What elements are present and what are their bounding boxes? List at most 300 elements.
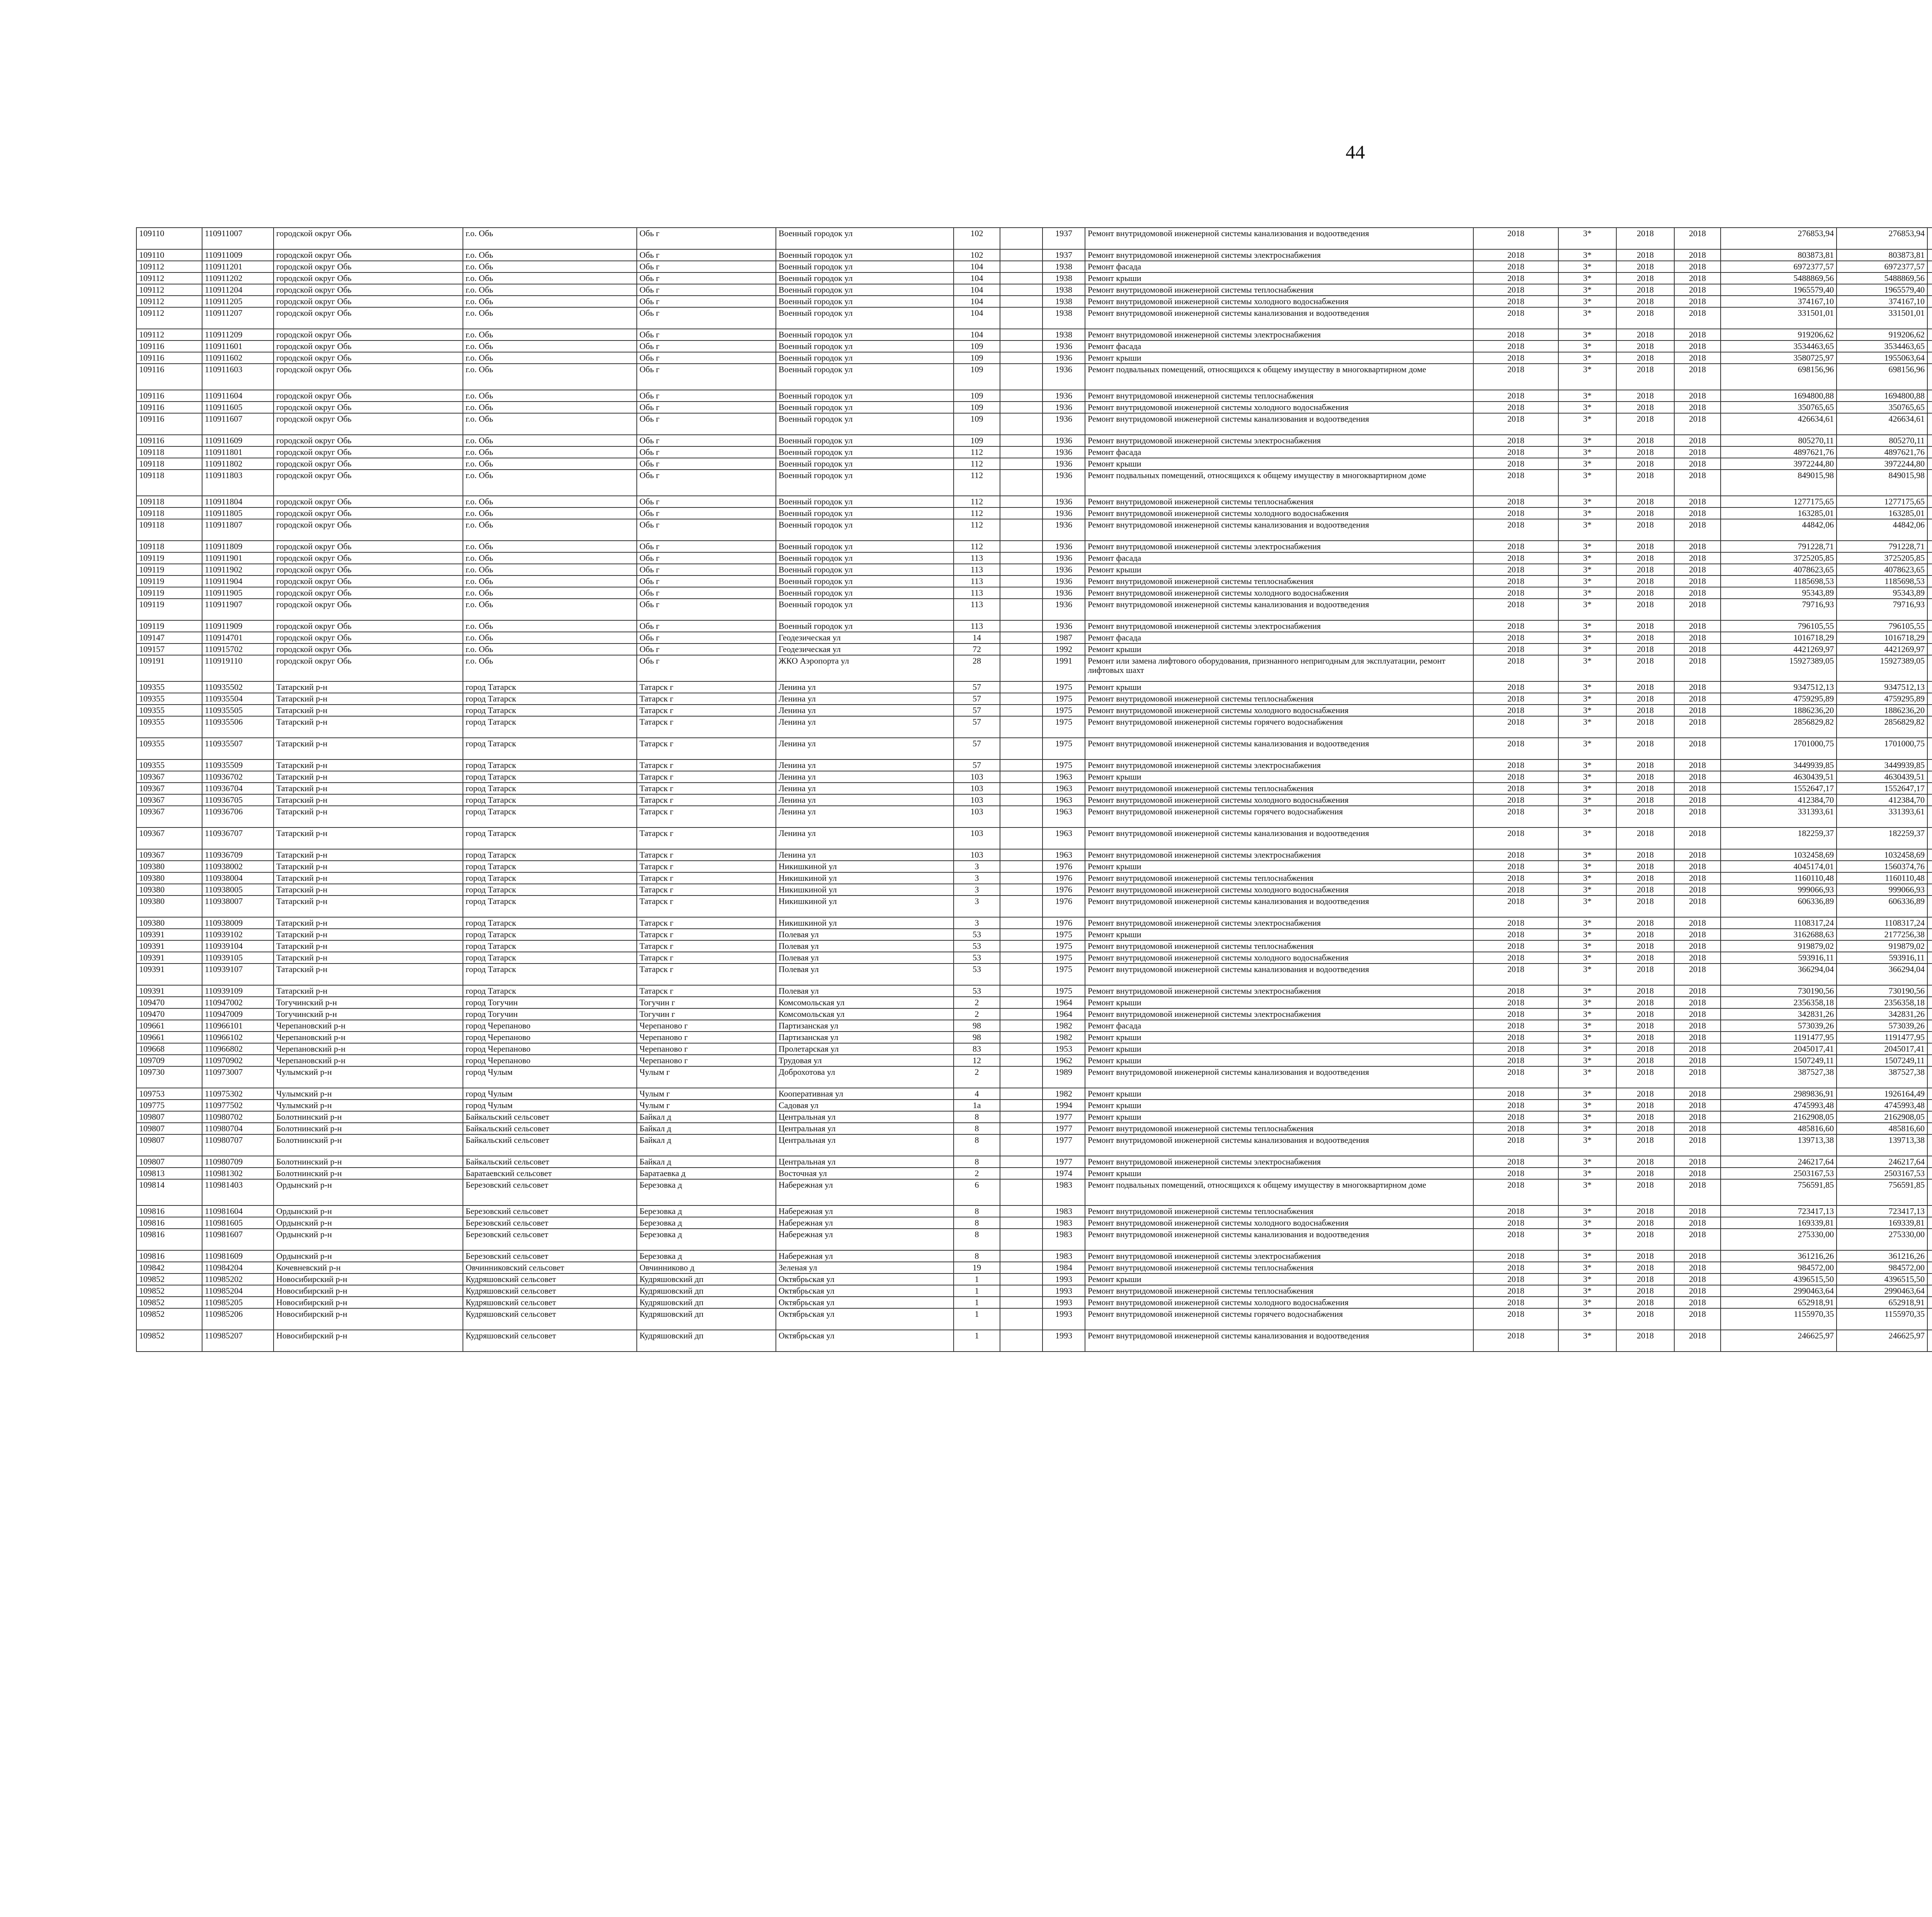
cell-settlement: Татарск г [637, 952, 776, 964]
cell-work-type: Ремонт внутридомовой инженерной системы теплоснабжения [1085, 872, 1473, 884]
cell-house-number: 53 [954, 952, 1000, 964]
cell-building [1000, 849, 1043, 861]
cell-end-year: 2018 [1674, 759, 1721, 771]
cell-settlement: Обь г [637, 364, 776, 390]
cell-building [1000, 307, 1043, 329]
cell-house-number: 12 [954, 1055, 1000, 1066]
cell-construction-year: 1994 [1043, 1100, 1085, 1111]
cell-start-year: 2018 [1616, 507, 1674, 519]
cell-municipal-district: Татарский р-н [274, 872, 463, 884]
cell-settlement: Татарск г [637, 716, 776, 738]
cell-house-number: 53 [954, 940, 1000, 952]
cell-work-id: 110911801 [202, 446, 274, 458]
cell-planned-year: 2018 [1473, 435, 1558, 446]
table-row [136, 964, 1932, 985]
cell-work-id: 110911905 [202, 587, 274, 599]
cell-building [1000, 1229, 1043, 1250]
cell-category: 3* [1558, 329, 1616, 340]
cell-building [1000, 435, 1043, 446]
cell-planned-year: 2018 [1473, 1250, 1558, 1262]
cell-settlement: Обь г [637, 228, 776, 249]
cell-fund-cost: 95343,89 [1837, 587, 1927, 599]
cell-street: Ленина ул [776, 783, 954, 794]
cell-work-id: 110911803 [202, 470, 274, 496]
table-row [136, 364, 1932, 390]
cell-house-number: 104 [954, 284, 1000, 296]
cell-municipality: Байкальский сельсовет [463, 1134, 637, 1156]
cell-street: Набережная ул [776, 1205, 954, 1217]
table-row [136, 940, 1932, 952]
cell-settlement: Чулым г [637, 1066, 776, 1088]
cell-end-year: 2018 [1674, 564, 1721, 575]
cell-planned-year: 2018 [1473, 952, 1558, 964]
cell-start-year: 2018 [1616, 1168, 1674, 1179]
cell-planned-year: 2018 [1473, 849, 1558, 861]
cell-extra-cost-1 [1927, 759, 1932, 771]
cell-settlement: Байкал д [637, 1156, 776, 1168]
cell-fund-cost: 169339,81 [1837, 1217, 1927, 1229]
cell-end-year: 2018 [1674, 1134, 1721, 1156]
cell-planned-year: 2018 [1473, 1066, 1558, 1088]
cell-start-year: 2018 [1616, 496, 1674, 507]
cell-work-id: 110985202 [202, 1273, 274, 1285]
cell-planned-year: 2018 [1473, 827, 1558, 849]
table-row [136, 783, 1932, 794]
table-row [136, 827, 1932, 849]
cell-settlement: Обь г [637, 261, 776, 272]
cell-start-year: 2018 [1616, 261, 1674, 272]
cell-building [1000, 1262, 1043, 1273]
cell-end-year: 2018 [1674, 929, 1721, 940]
table-row [136, 917, 1932, 929]
cell-construction-year: 1936 [1043, 519, 1085, 541]
cell-building [1000, 896, 1043, 917]
cell-work-id: 110911207 [202, 307, 274, 329]
cell-settlement: Татарск г [637, 861, 776, 872]
cell-municipality: г.о. Обь [463, 519, 637, 541]
cell-construction-year: 1989 [1043, 1066, 1085, 1088]
cell-municipality: г.о. Обь [463, 458, 637, 470]
cell-fund-cost: 275330,00 [1837, 1229, 1927, 1250]
cell-work-id: 110935502 [202, 681, 274, 693]
cell-fund-cost: 1108317,24 [1837, 917, 1927, 929]
cell-total-cost: 4630439,51 [1721, 771, 1837, 783]
cell-record-id: 109661 [136, 1032, 202, 1043]
cell-planned-year: 2018 [1473, 771, 1558, 783]
cell-street: Полевая ул [776, 985, 954, 997]
cell-fund-cost: 1886236,20 [1837, 705, 1927, 716]
cell-start-year: 2018 [1616, 228, 1674, 249]
cell-municipality: г.о. Обь [463, 470, 637, 496]
cell-fund-cost: 4396515,50 [1837, 1273, 1927, 1285]
cell-building [1000, 496, 1043, 507]
cell-extra-cost-1 [1927, 470, 1932, 496]
cell-total-cost: 730190,56 [1721, 985, 1837, 997]
cell-house-number: 8 [954, 1123, 1000, 1134]
cell-extra-cost-1 [1927, 952, 1932, 964]
cell-fund-cost: 15927389,05 [1837, 655, 1927, 681]
cell-end-year: 2018 [1674, 435, 1721, 446]
cell-total-cost: 1108317,24 [1721, 917, 1837, 929]
cell-category: 3* [1558, 655, 1616, 681]
cell-building [1000, 806, 1043, 827]
cell-municipal-district: городской округ Обь [274, 296, 463, 307]
cell-start-year: 2018 [1616, 783, 1674, 794]
cell-planned-year: 2018 [1473, 261, 1558, 272]
cell-fund-cost: 1277175,65 [1837, 496, 1927, 507]
cell-building [1000, 261, 1043, 272]
cell-extra-cost-1 [1927, 1273, 1932, 1285]
cell-planned-year: 2018 [1473, 1088, 1558, 1100]
cell-record-id: 109355 [136, 716, 202, 738]
cell-category: 3* [1558, 716, 1616, 738]
cell-work-id: 110939105 [202, 952, 274, 964]
cell-category: 3* [1558, 1088, 1616, 1100]
cell-building [1000, 705, 1043, 716]
cell-house-number: 102 [954, 228, 1000, 249]
cell-street: Кооперативная ул [776, 1088, 954, 1100]
cell-work-id: 110911804 [202, 496, 274, 507]
cell-category: 3* [1558, 1262, 1616, 1273]
cell-record-id: 109380 [136, 896, 202, 917]
table-row [136, 249, 1932, 261]
cell-settlement: Обь г [637, 655, 776, 681]
cell-municipal-district: Татарский р-н [274, 716, 463, 738]
table-row [136, 1179, 1932, 1205]
cell-total-cost: 246217,64 [1721, 1156, 1837, 1168]
cell-fund-cost: 366294,04 [1837, 964, 1927, 985]
cell-building [1000, 783, 1043, 794]
cell-building [1000, 655, 1043, 681]
cell-municipal-district: Татарский р-н [274, 884, 463, 896]
cell-house-number: 98 [954, 1032, 1000, 1043]
cell-record-id: 109116 [136, 352, 202, 364]
cell-construction-year: 1975 [1043, 952, 1085, 964]
cell-street: Военный городок ул [776, 272, 954, 284]
cell-work-id: 110981607 [202, 1229, 274, 1250]
cell-settlement: Березовка д [637, 1205, 776, 1217]
cell-extra-cost-1 [1927, 917, 1932, 929]
cell-work-type: Ремонт крыши [1085, 1055, 1473, 1066]
cell-house-number: 14 [954, 632, 1000, 644]
cell-construction-year: 1993 [1043, 1297, 1085, 1308]
cell-building [1000, 872, 1043, 884]
cell-street: Военный городок ул [776, 552, 954, 564]
cell-work-id: 110911909 [202, 620, 274, 632]
cell-construction-year: 1936 [1043, 470, 1085, 496]
cell-category: 3* [1558, 1205, 1616, 1217]
cell-fund-cost: 3972244,80 [1837, 458, 1927, 470]
cell-planned-year: 2018 [1473, 413, 1558, 435]
cell-total-cost: 3534463,65 [1721, 340, 1837, 352]
cell-street: Зеленая ул [776, 1262, 954, 1273]
table-row [136, 1066, 1932, 1088]
table-row [136, 705, 1932, 716]
table-row [136, 541, 1932, 552]
cell-fund-cost: 698156,96 [1837, 364, 1927, 390]
cell-construction-year: 1938 [1043, 329, 1085, 340]
cell-fund-cost: 9347512,13 [1837, 681, 1927, 693]
cell-building [1000, 738, 1043, 759]
cell-planned-year: 2018 [1473, 964, 1558, 985]
cell-municipality: Березовский сельсовет [463, 1205, 637, 1217]
cell-total-cost: 246625,97 [1721, 1330, 1837, 1352]
cell-work-id: 110911904 [202, 575, 274, 587]
cell-start-year: 2018 [1616, 1008, 1674, 1020]
cell-work-id: 110935509 [202, 759, 274, 771]
table-row [136, 1250, 1932, 1262]
cell-construction-year: 1963 [1043, 827, 1085, 849]
cell-total-cost: 698156,96 [1721, 364, 1837, 390]
table-row [136, 655, 1932, 681]
cell-total-cost: 3580725,97 [1721, 352, 1837, 364]
cell-fund-cost: 984572,00 [1837, 1262, 1927, 1273]
cell-fund-cost: 6972377,57 [1837, 261, 1927, 272]
cell-category: 3* [1558, 340, 1616, 352]
cell-extra-cost-1 [1927, 575, 1932, 587]
cell-category: 3* [1558, 1285, 1616, 1297]
cell-municipal-district: городской округ Обь [274, 496, 463, 507]
cell-extra-cost-1 [1927, 940, 1932, 952]
cell-municipal-district: Татарский р-н [274, 771, 463, 783]
cell-record-id: 109119 [136, 564, 202, 575]
cell-street: Полевая ул [776, 964, 954, 985]
cell-work-type: Ремонт фасада [1085, 446, 1473, 458]
cell-construction-year: 1993 [1043, 1285, 1085, 1297]
cell-end-year: 2018 [1674, 1262, 1721, 1273]
cell-total-cost: 5488869,56 [1721, 272, 1837, 284]
cell-settlement: Обь г [637, 575, 776, 587]
cell-municipal-district: Татарский р-н [274, 929, 463, 940]
cell-building [1000, 1111, 1043, 1123]
cell-work-type: Ремонт внутридомовой инженерной системы холодного водоснабжения [1085, 705, 1473, 716]
cell-extra-cost-1 [1927, 228, 1932, 249]
cell-street: Набережная ул [776, 1179, 954, 1205]
cell-work-type: Ремонт внутридомовой инженерной системы электроснабжения [1085, 1250, 1473, 1262]
cell-municipality: Кудряшовский сельсовет [463, 1285, 637, 1297]
cell-municipality: г.о. Обь [463, 296, 637, 307]
cell-municipal-district: городской округ Обь [274, 541, 463, 552]
table-row [136, 1055, 1932, 1066]
cell-construction-year: 1976 [1043, 872, 1085, 884]
cell-municipal-district: городской округ Обь [274, 552, 463, 564]
table-row [136, 552, 1932, 564]
cell-settlement: Татарск г [637, 759, 776, 771]
cell-planned-year: 2018 [1473, 985, 1558, 997]
cell-extra-cost-1 [1927, 272, 1932, 284]
cell-start-year: 2018 [1616, 964, 1674, 985]
cell-municipality: город Татарск [463, 806, 637, 827]
cell-work-type: Ремонт подвальных помещений, относящихся к общему имуществу в многоквартирном доме [1085, 364, 1473, 390]
cell-start-year: 2018 [1616, 470, 1674, 496]
cell-extra-cost-1 [1927, 1179, 1932, 1205]
cell-work-type: Ремонт крыши [1085, 352, 1473, 364]
cell-total-cost: 4897621,76 [1721, 446, 1837, 458]
cell-municipality: город Татарск [463, 917, 637, 929]
cell-settlement: Кудряшовский дп [637, 1308, 776, 1330]
cell-street: Военный городок ул [776, 587, 954, 599]
cell-building [1000, 1066, 1043, 1088]
table-row [136, 1229, 1932, 1250]
cell-municipality: город Татарск [463, 849, 637, 861]
cell-building [1000, 446, 1043, 458]
table-row [136, 1297, 1932, 1308]
cell-total-cost: 1191477,95 [1721, 1032, 1837, 1043]
cell-fund-cost: 2356358,18 [1837, 997, 1927, 1008]
cell-start-year: 2018 [1616, 1250, 1674, 1262]
cell-extra-cost-1 [1927, 1032, 1932, 1043]
cell-work-id: 110911901 [202, 552, 274, 564]
cell-planned-year: 2018 [1473, 705, 1558, 716]
cell-end-year: 2018 [1674, 249, 1721, 261]
cell-construction-year: 1987 [1043, 632, 1085, 644]
cell-start-year: 2018 [1616, 705, 1674, 716]
cell-settlement: Татарск г [637, 985, 776, 997]
cell-construction-year: 1983 [1043, 1250, 1085, 1262]
cell-municipality: г.о. Обь [463, 541, 637, 552]
cell-record-id: 109807 [136, 1156, 202, 1168]
cell-street: Доброхотова ул [776, 1066, 954, 1088]
cell-total-cost: 723417,13 [1721, 1205, 1837, 1217]
cell-record-id: 109119 [136, 599, 202, 620]
cell-start-year: 2018 [1616, 759, 1674, 771]
cell-municipal-district: городской округ Обь [274, 284, 463, 296]
cell-building [1000, 519, 1043, 541]
cell-house-number: 109 [954, 435, 1000, 446]
cell-start-year: 2018 [1616, 364, 1674, 390]
cell-settlement: Обь г [637, 446, 776, 458]
cell-municipal-district: городской округ Обь [274, 261, 463, 272]
cell-start-year: 2018 [1616, 1285, 1674, 1297]
cell-planned-year: 2018 [1473, 620, 1558, 632]
cell-municipal-district: Чулымский р-н [274, 1100, 463, 1111]
cell-municipality: Березовский сельсовет [463, 1179, 637, 1205]
cell-record-id: 109367 [136, 827, 202, 849]
cell-street: Ленина ул [776, 693, 954, 705]
table-row [136, 1100, 1932, 1111]
cell-settlement: Татарск г [637, 929, 776, 940]
cell-settlement: Татарск г [637, 771, 776, 783]
cell-work-type: Ремонт внутридомовой инженерной системы теплоснабжения [1085, 1285, 1473, 1297]
cell-start-year: 2018 [1616, 329, 1674, 340]
cell-work-type: Ремонт крыши [1085, 1043, 1473, 1055]
cell-work-id: 110966102 [202, 1032, 274, 1043]
cell-end-year: 2018 [1674, 1168, 1721, 1179]
cell-total-cost: 1701000,75 [1721, 738, 1837, 759]
cell-municipal-district: Татарский р-н [274, 705, 463, 716]
cell-building [1000, 1217, 1043, 1229]
cell-street: Никишкиной ул [776, 861, 954, 872]
cell-street: Военный городок ул [776, 599, 954, 620]
cell-house-number: 28 [954, 655, 1000, 681]
cell-end-year: 2018 [1674, 272, 1721, 284]
cell-extra-cost-1 [1927, 716, 1932, 738]
cell-work-type: Ремонт крыши [1085, 861, 1473, 872]
cell-category: 3* [1558, 1055, 1616, 1066]
cell-fund-cost: 1191477,95 [1837, 1032, 1927, 1043]
cell-construction-year: 1936 [1043, 541, 1085, 552]
cell-construction-year: 1936 [1043, 435, 1085, 446]
cell-total-cost: 791228,71 [1721, 541, 1837, 552]
cell-settlement: Татарск г [637, 794, 776, 806]
cell-fund-cost: 730190,56 [1837, 985, 1927, 997]
cell-settlement: Обь г [637, 272, 776, 284]
cell-record-id: 109816 [136, 1229, 202, 1250]
cell-start-year: 2018 [1616, 827, 1674, 849]
cell-total-cost: 4759295,89 [1721, 693, 1837, 705]
cell-street: Военный городок ул [776, 496, 954, 507]
cell-municipality: город Татарск [463, 681, 637, 693]
cell-municipal-district: городской округ Обь [274, 249, 463, 261]
cell-end-year: 2018 [1674, 940, 1721, 952]
cell-category: 3* [1558, 771, 1616, 783]
cell-extra-cost-1 [1927, 1229, 1932, 1250]
table-row [136, 413, 1932, 435]
cell-extra-cost-1 [1927, 738, 1932, 759]
cell-category: 3* [1558, 435, 1616, 446]
cell-start-year: 2018 [1616, 794, 1674, 806]
cell-end-year: 2018 [1674, 413, 1721, 435]
cell-municipality: г.о. Обь [463, 249, 637, 261]
cell-municipal-district: городской округ Обь [274, 519, 463, 541]
cell-municipal-district: Татарский р-н [274, 738, 463, 759]
cell-fund-cost: 4897621,76 [1837, 446, 1927, 458]
cell-extra-cost-1 [1927, 1205, 1932, 1217]
cell-extra-cost-1 [1927, 296, 1932, 307]
cell-municipal-district: Черепановский р-н [274, 1020, 463, 1032]
cell-construction-year: 1953 [1043, 1043, 1085, 1055]
cell-fund-cost: 805270,11 [1837, 435, 1927, 446]
cell-municipal-district: Татарский р-н [274, 964, 463, 985]
cell-building [1000, 402, 1043, 413]
cell-work-type: Ремонт внутридомовой инженерной системы холодного водоснабжения [1085, 1297, 1473, 1308]
cell-category: 3* [1558, 1179, 1616, 1205]
table-row [136, 1043, 1932, 1055]
cell-settlement: Кудряшовский дп [637, 1297, 776, 1308]
cell-street: Военный городок ул [776, 284, 954, 296]
cell-work-type: Ремонт внутридомовой инженерной системы холодного водоснабжения [1085, 587, 1473, 599]
cell-house-number: 103 [954, 827, 1000, 849]
cell-municipal-district: Татарский р-н [274, 896, 463, 917]
cell-total-cost: 3449939,85 [1721, 759, 1837, 771]
cell-extra-cost-1 [1927, 307, 1932, 329]
cell-total-cost: 1185698,53 [1721, 575, 1837, 587]
table-row [136, 1262, 1932, 1273]
cell-house-number: 53 [954, 985, 1000, 997]
cell-house-number: 104 [954, 329, 1000, 340]
cell-work-id: 110911805 [202, 507, 274, 519]
cell-fund-cost: 1701000,75 [1837, 738, 1927, 759]
cell-start-year: 2018 [1616, 435, 1674, 446]
cell-start-year: 2018 [1616, 296, 1674, 307]
cell-construction-year: 1963 [1043, 849, 1085, 861]
cell-planned-year: 2018 [1473, 1217, 1558, 1229]
cell-record-id: 109816 [136, 1217, 202, 1229]
cell-construction-year: 1937 [1043, 228, 1085, 249]
cell-street: Никишкиной ул [776, 884, 954, 896]
cell-work-id: 110947002 [202, 997, 274, 1008]
cell-municipal-district: Татарский р-н [274, 917, 463, 929]
cell-fund-cost: 2990463,64 [1837, 1285, 1927, 1297]
cell-building [1000, 352, 1043, 364]
cell-fund-cost: 246217,64 [1837, 1156, 1927, 1168]
table-row [136, 446, 1932, 458]
cell-record-id: 109119 [136, 575, 202, 587]
cell-planned-year: 2018 [1473, 759, 1558, 771]
cell-start-year: 2018 [1616, 541, 1674, 552]
cell-building [1000, 917, 1043, 929]
cell-settlement: Обь г [637, 249, 776, 261]
